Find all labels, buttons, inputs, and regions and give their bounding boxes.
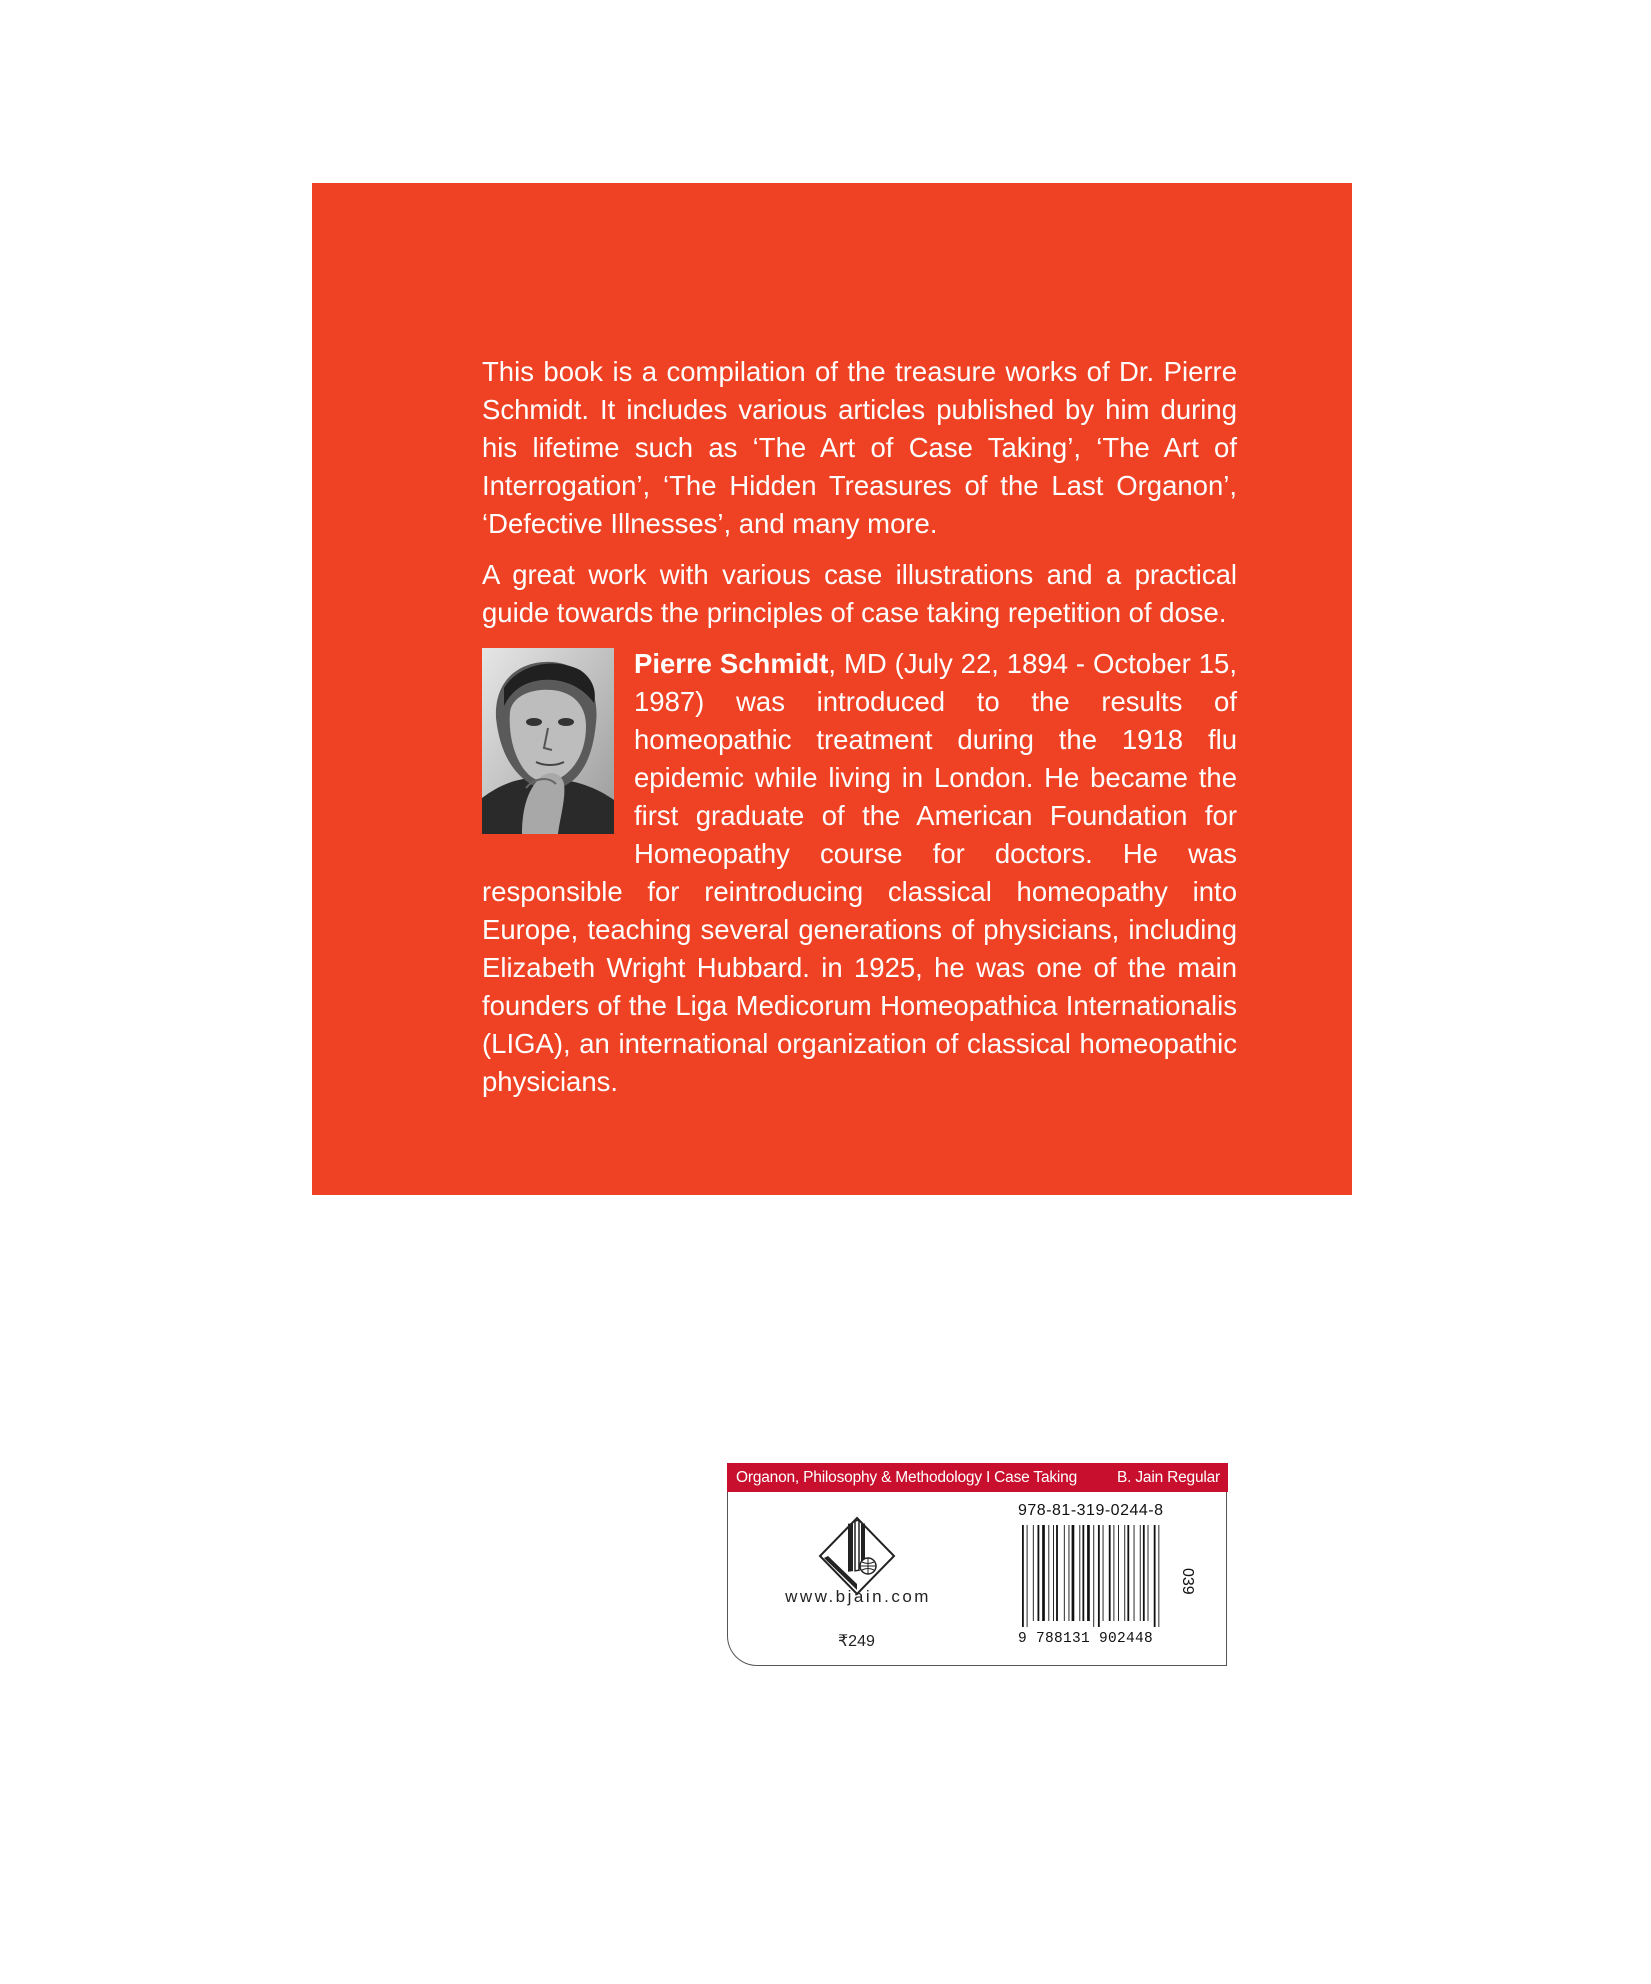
barcode-bar xyxy=(1082,1525,1084,1621)
barcode-bar xyxy=(1053,1525,1054,1621)
author-portrait-icon xyxy=(482,648,614,834)
blurb-paragraph-1: This book is a compilation of the treasure works of Dr. Pierre Schmidt. It includes various articles published by him during his lifetime such as ‘The Art of Case Taking’, ‘The Art of Interrogation’, ‘The Hidden Treasures of the Last Organon’, ‘Defective Illnesses’, and many more. xyxy=(482,356,1237,539)
barcode-bar xyxy=(1143,1525,1145,1621)
barcode-bar xyxy=(1140,1525,1141,1621)
blurb-text xyxy=(482,353,1237,1114)
author-name: Pierre Schmidt xyxy=(634,648,829,679)
addon-code: 039 xyxy=(1179,1568,1196,1595)
barcode-bar xyxy=(1069,1525,1070,1621)
barcode-bar xyxy=(1134,1525,1135,1621)
author-bio xyxy=(482,645,1237,1101)
category-strip xyxy=(727,1463,1228,1492)
series-label: B. Jain Regular xyxy=(1117,1469,1220,1486)
barcode-bar xyxy=(1072,1525,1075,1621)
barcode-bar xyxy=(1098,1525,1100,1627)
author-bio-text: , MD (July 22, 1894 - October 15, 1987) was introduced to the results of homeopathic treatment during the 1918 flu epidemic while living in London. He became the first graduate of the American Foundation for Homeopathy course for doctors. He was responsible for reintroducing classical homeopathy into Europe, teaching several generations of physicians, including Elizabeth Wright Hubbard. in 1925, he was one of the main founders of the Liga Medicorum Homeopathica Internationalis (LIGA), an international organization of classical homeopathic physicians. xyxy=(482,648,1237,1097)
barcode-bar xyxy=(1087,1525,1090,1621)
barcode-bar xyxy=(1033,1525,1034,1621)
barcode-bar xyxy=(1056,1525,1058,1621)
barcode-bar xyxy=(1079,1525,1080,1621)
barcode-bar xyxy=(1022,1525,1024,1627)
barcode-bar xyxy=(1038,1525,1040,1621)
barcode-bar xyxy=(1158,1525,1159,1627)
back-cover-panel xyxy=(312,183,1352,1195)
barcode-bar xyxy=(1064,1525,1065,1621)
isbn-barcode-icon xyxy=(1020,1525,1200,1627)
barcode-bar xyxy=(1118,1525,1119,1621)
blurb-paragraph-2: A great work with various case illustrations and a practical guide towards the principles of case taking repetition of dose. xyxy=(482,559,1237,628)
barcode-bar xyxy=(1027,1525,1028,1627)
barcode-bar xyxy=(1124,1525,1125,1621)
barcode-bar xyxy=(1154,1525,1156,1627)
barcode-bar xyxy=(1042,1525,1045,1621)
imprint-box xyxy=(727,1463,1227,1666)
isbn-label: 978-81-319-0244-8 xyxy=(1018,1502,1164,1519)
barcode-bar xyxy=(1048,1525,1049,1621)
barcode-bar xyxy=(1093,1525,1094,1627)
barcode-bar xyxy=(1103,1525,1104,1621)
category-label: Organon, Philosophy & Methodology I Case Taking xyxy=(736,1469,1078,1486)
barcode-digits: 9 788131 902448 xyxy=(1018,1631,1154,1647)
publisher-website: www.bjain.com xyxy=(785,1587,931,1606)
barcode-bar xyxy=(1113,1525,1114,1621)
barcode-bar xyxy=(1127,1525,1129,1621)
price-label: ₹249 xyxy=(838,1633,875,1650)
barcode-bar xyxy=(1148,1525,1149,1621)
barcode-bar xyxy=(1109,1525,1111,1621)
